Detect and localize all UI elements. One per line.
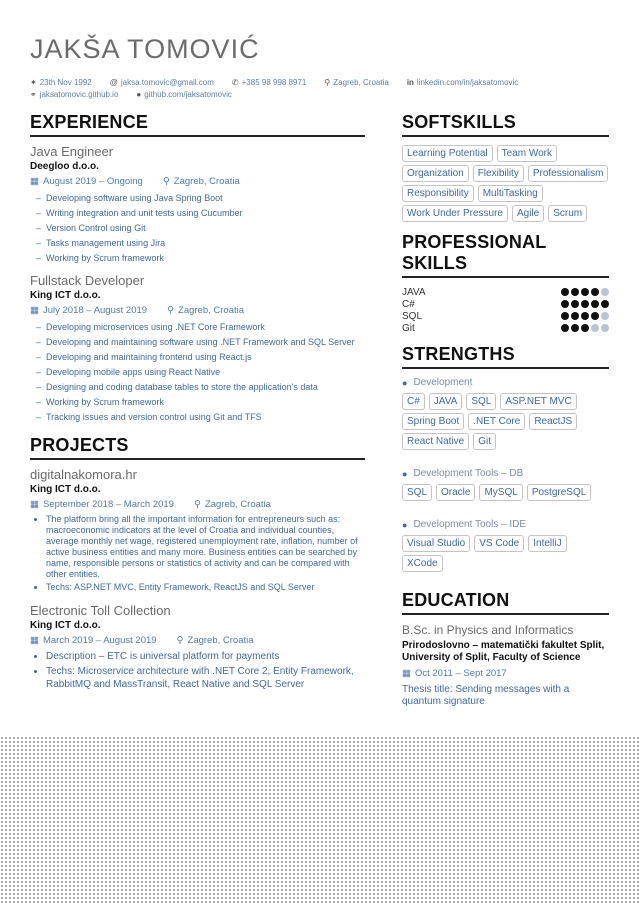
calendar-icon: ▦ — [30, 499, 39, 510]
location: ⚲ Zagreb, Croatia — [324, 77, 389, 87]
experience-entry — [30, 144, 365, 266]
entry-meta: ▦ September 2018 – March 2019 ⚲ Zagreb, Croatia — [30, 499, 271, 510]
rating-dot-filled — [571, 300, 579, 308]
list-item: – Designing and coding database tables to store the application's data — [36, 382, 318, 392]
map-pin-icon: ⚲ — [162, 176, 170, 187]
degree-title: B.Sc. in Physics and Informatics — [402, 623, 574, 637]
tag: MySQL — [479, 484, 522, 501]
list-item: – Developing mobile apps using React Native — [36, 367, 221, 377]
strength-group-title: ● Development — [402, 377, 473, 388]
education-section — [402, 590, 609, 708]
skill-row — [402, 298, 609, 310]
halftone-overlay — [0, 736, 640, 905]
skill-row — [402, 322, 609, 334]
bullet-icon: ● — [402, 377, 408, 388]
education-heading: EDUCATION — [402, 590, 609, 615]
rating-dot-filled — [581, 300, 589, 308]
rating-dot-filled — [591, 312, 599, 320]
experience-entry — [30, 273, 365, 425]
github-link[interactable]: ● github.com/jaksatomovic — [136, 89, 232, 99]
rating-dot-filled — [561, 324, 569, 332]
list-item: • Techs: ASP.NET MVC, Entity Framework, ReactJS and SQL Server — [46, 582, 365, 593]
rating-dot-filled — [571, 312, 579, 320]
rating-dot-filled — [571, 288, 579, 296]
company-name: King ICT d.o.o. — [30, 620, 101, 631]
project-entry — [30, 603, 365, 691]
candidate-name: JAKŠA TOMOVIĆ — [30, 34, 260, 64]
list-item: – Tasks management using Jira — [36, 238, 166, 248]
projects-heading: PROJECTS — [30, 435, 365, 460]
role-title: Java Engineer — [30, 144, 114, 159]
education-dates: ▦ Oct 2011 – Sept 2017 — [402, 668, 507, 679]
tag: JAVA — [429, 393, 463, 410]
rating-dot-filled — [561, 312, 569, 320]
tag: React Native — [402, 433, 469, 450]
strengths-section — [402, 344, 609, 572]
right-column — [402, 112, 609, 708]
map-pin-icon: ⚲ — [176, 635, 184, 646]
rating-dot-filled — [581, 288, 589, 296]
list-item: – Developing and maintaining frontend using React.js — [36, 352, 252, 362]
thesis-title: Thesis title: Sending messages with a quantum signature — [402, 684, 570, 707]
company-name: King ICT d.o.o. — [30, 290, 101, 301]
entry-meta: ▦ July 2018 – August 2019 ⚲ Zagreb, Croatia — [30, 305, 245, 316]
contact-block — [30, 76, 620, 100]
phone-icon: ✆ — [231, 77, 239, 87]
github-icon: ● — [136, 89, 142, 99]
bullet-list — [30, 650, 365, 691]
rating-dot-filled — [581, 324, 589, 332]
bullet-list — [30, 191, 365, 266]
rating-dot-filled — [591, 300, 599, 308]
skill-rating — [561, 312, 609, 320]
strength-tags — [402, 393, 609, 450]
strength-group-title: ● Development Tools – IDE — [402, 519, 527, 530]
rating-dot-filled — [581, 312, 589, 320]
website-link[interactable]: ⚭ jaksatomovic.github.io — [30, 89, 119, 99]
list-item: – Working by Scrum framework — [36, 253, 164, 263]
strength-tags — [402, 535, 609, 572]
bullet-icon: ● — [402, 519, 408, 530]
strength-group-title: ● Development Tools – DB — [402, 468, 524, 479]
list-item: – Version Control using Git — [36, 223, 146, 233]
rating-dot-empty — [601, 288, 609, 296]
skill-name: SQL — [402, 310, 423, 322]
list-item: – Working by Scrum framework — [36, 397, 164, 407]
professional-skills-heading: PROFESSIONAL SKILLS — [402, 232, 609, 278]
tag: Organization — [402, 165, 469, 182]
list-item: • The platform bring all the important information for entrepreneurs such as: macroeconomic indicators at the level of Croatia and individual counties, average monthly net wage, registered unemployment rate, inflation, number of active business entities and many more. Business entities can be searched by name, responsible persons or statistics of activity and can be compared with other entities. — [46, 514, 365, 580]
tag: Scrum — [548, 205, 587, 222]
calendar-icon: ▦ — [30, 176, 39, 187]
strengths-heading: STRENGTHS — [402, 344, 609, 369]
tag: Professionalism — [528, 165, 609, 182]
entry-meta: ▦ August 2019 – Ongoing ⚲ Zagreb, Croatia — [30, 176, 240, 187]
tag: SQL — [402, 484, 432, 501]
bullet-list — [30, 514, 365, 593]
project-title: digitalnakomora.hr — [30, 467, 137, 482]
bullet-icon: ● — [402, 468, 408, 479]
tag: Oracle — [436, 484, 475, 501]
link-icon: ⚭ — [30, 89, 37, 99]
skill-name: Git — [402, 322, 415, 334]
rating-dot-empty — [601, 312, 609, 320]
rating-dot-filled — [601, 300, 609, 308]
skill-rating — [561, 324, 609, 332]
linkedin-link[interactable]: in linkedin.com/in/jaksatomovic — [406, 77, 519, 87]
at-icon: @ — [109, 77, 118, 87]
tag: Flexibility — [473, 165, 524, 182]
skill-rating — [561, 300, 609, 308]
tag: Visual Studio — [402, 535, 470, 552]
left-column — [30, 112, 365, 691]
list-item: – Developing software using Java Spring Boot — [36, 193, 223, 203]
tag: Team Work — [497, 145, 557, 162]
map-pin-icon: ⚲ — [324, 77, 331, 87]
skill-row — [402, 310, 609, 322]
birthdate: ✦ 23th Nov 1992 — [30, 77, 92, 87]
tag: Work Under Pressure — [402, 205, 508, 222]
project-entry — [30, 467, 365, 593]
strength-tags — [402, 484, 609, 501]
company-name: Deegloo d.o.o. — [30, 161, 99, 172]
company-name: King ICT d.o.o. — [30, 484, 101, 495]
rating-dot-filled — [561, 300, 569, 308]
map-pin-icon: ⚲ — [193, 499, 201, 510]
tag: Learning Potential — [402, 145, 493, 162]
softskills-heading: SOFTSKILLS — [402, 112, 609, 137]
entry-meta: ▦ March 2019 – August 2019 ⚲ Zagreb, Croatia — [30, 635, 254, 646]
experience-heading: EXPERIENCE — [30, 112, 365, 137]
tag: MultiTasking — [478, 185, 543, 202]
email-link[interactable]: @ jaksa.tomovic@gmail.com — [109, 77, 214, 87]
projects-section — [30, 435, 365, 691]
cake-icon: ✦ — [30, 77, 37, 87]
professional-skills-section — [402, 232, 609, 334]
linkedin-icon: in — [406, 77, 414, 87]
tag: SQL — [466, 393, 496, 410]
rating-dot-filled — [571, 324, 579, 332]
skills-list — [402, 286, 609, 334]
list-item: – Tracking issues and version control using Git and TFS — [36, 412, 262, 422]
bullet-list — [30, 320, 365, 425]
skill-rating — [561, 288, 609, 296]
list-item: • Description – ETC is universal platform for payments — [46, 650, 365, 663]
rating-dot-empty — [591, 324, 599, 332]
tag: Spring Boot — [402, 413, 464, 430]
tag: C# — [402, 393, 425, 410]
calendar-icon: ▦ — [30, 305, 39, 316]
university-name: Prirodoslovno – matematički fakultet Split, University of Split, Faculty of Science — [402, 640, 605, 663]
list-item: – Developing and maintaining software using .NET Framework and SQL Server — [36, 337, 355, 347]
rating-dot-empty — [601, 324, 609, 332]
softskills-tags — [402, 145, 609, 222]
skill-name: C# — [402, 298, 415, 310]
project-title: Electronic Toll Collection — [30, 603, 171, 618]
skill-row — [402, 286, 609, 298]
role-title: Fullstack Developer — [30, 273, 145, 288]
tag: XCode — [402, 555, 443, 572]
tag: Git — [473, 433, 496, 450]
rating-dot-filled — [561, 288, 569, 296]
tag: Responsibility — [402, 185, 474, 202]
phone: ✆ +385 98 998 8971 — [231, 77, 307, 87]
skill-name: JAVA — [402, 286, 426, 298]
tag: ASP.NET MVC — [500, 393, 576, 410]
calendar-icon: ▦ — [30, 635, 39, 646]
calendar-icon: ▦ — [402, 668, 411, 679]
map-pin-icon: ⚲ — [167, 305, 175, 316]
rating-dot-filled — [591, 288, 599, 296]
tag: ReactJS — [529, 413, 577, 430]
list-item: • Techs: Microservice architecture with .NET Core 2, Entity Framework, RabbitMQ and MassTransit, React Native and SQL Server — [46, 665, 365, 691]
tag: .NET Core — [468, 413, 525, 430]
tag: IntelliJ — [528, 535, 566, 552]
list-item: – Writing integration and unit tests using Cucumber — [36, 208, 243, 218]
list-item: – Developing microservices using .NET Core Framework — [36, 322, 265, 332]
tag: Agile — [512, 205, 544, 222]
tag: VS Code — [474, 535, 524, 552]
tag: PostgreSQL — [527, 484, 591, 501]
